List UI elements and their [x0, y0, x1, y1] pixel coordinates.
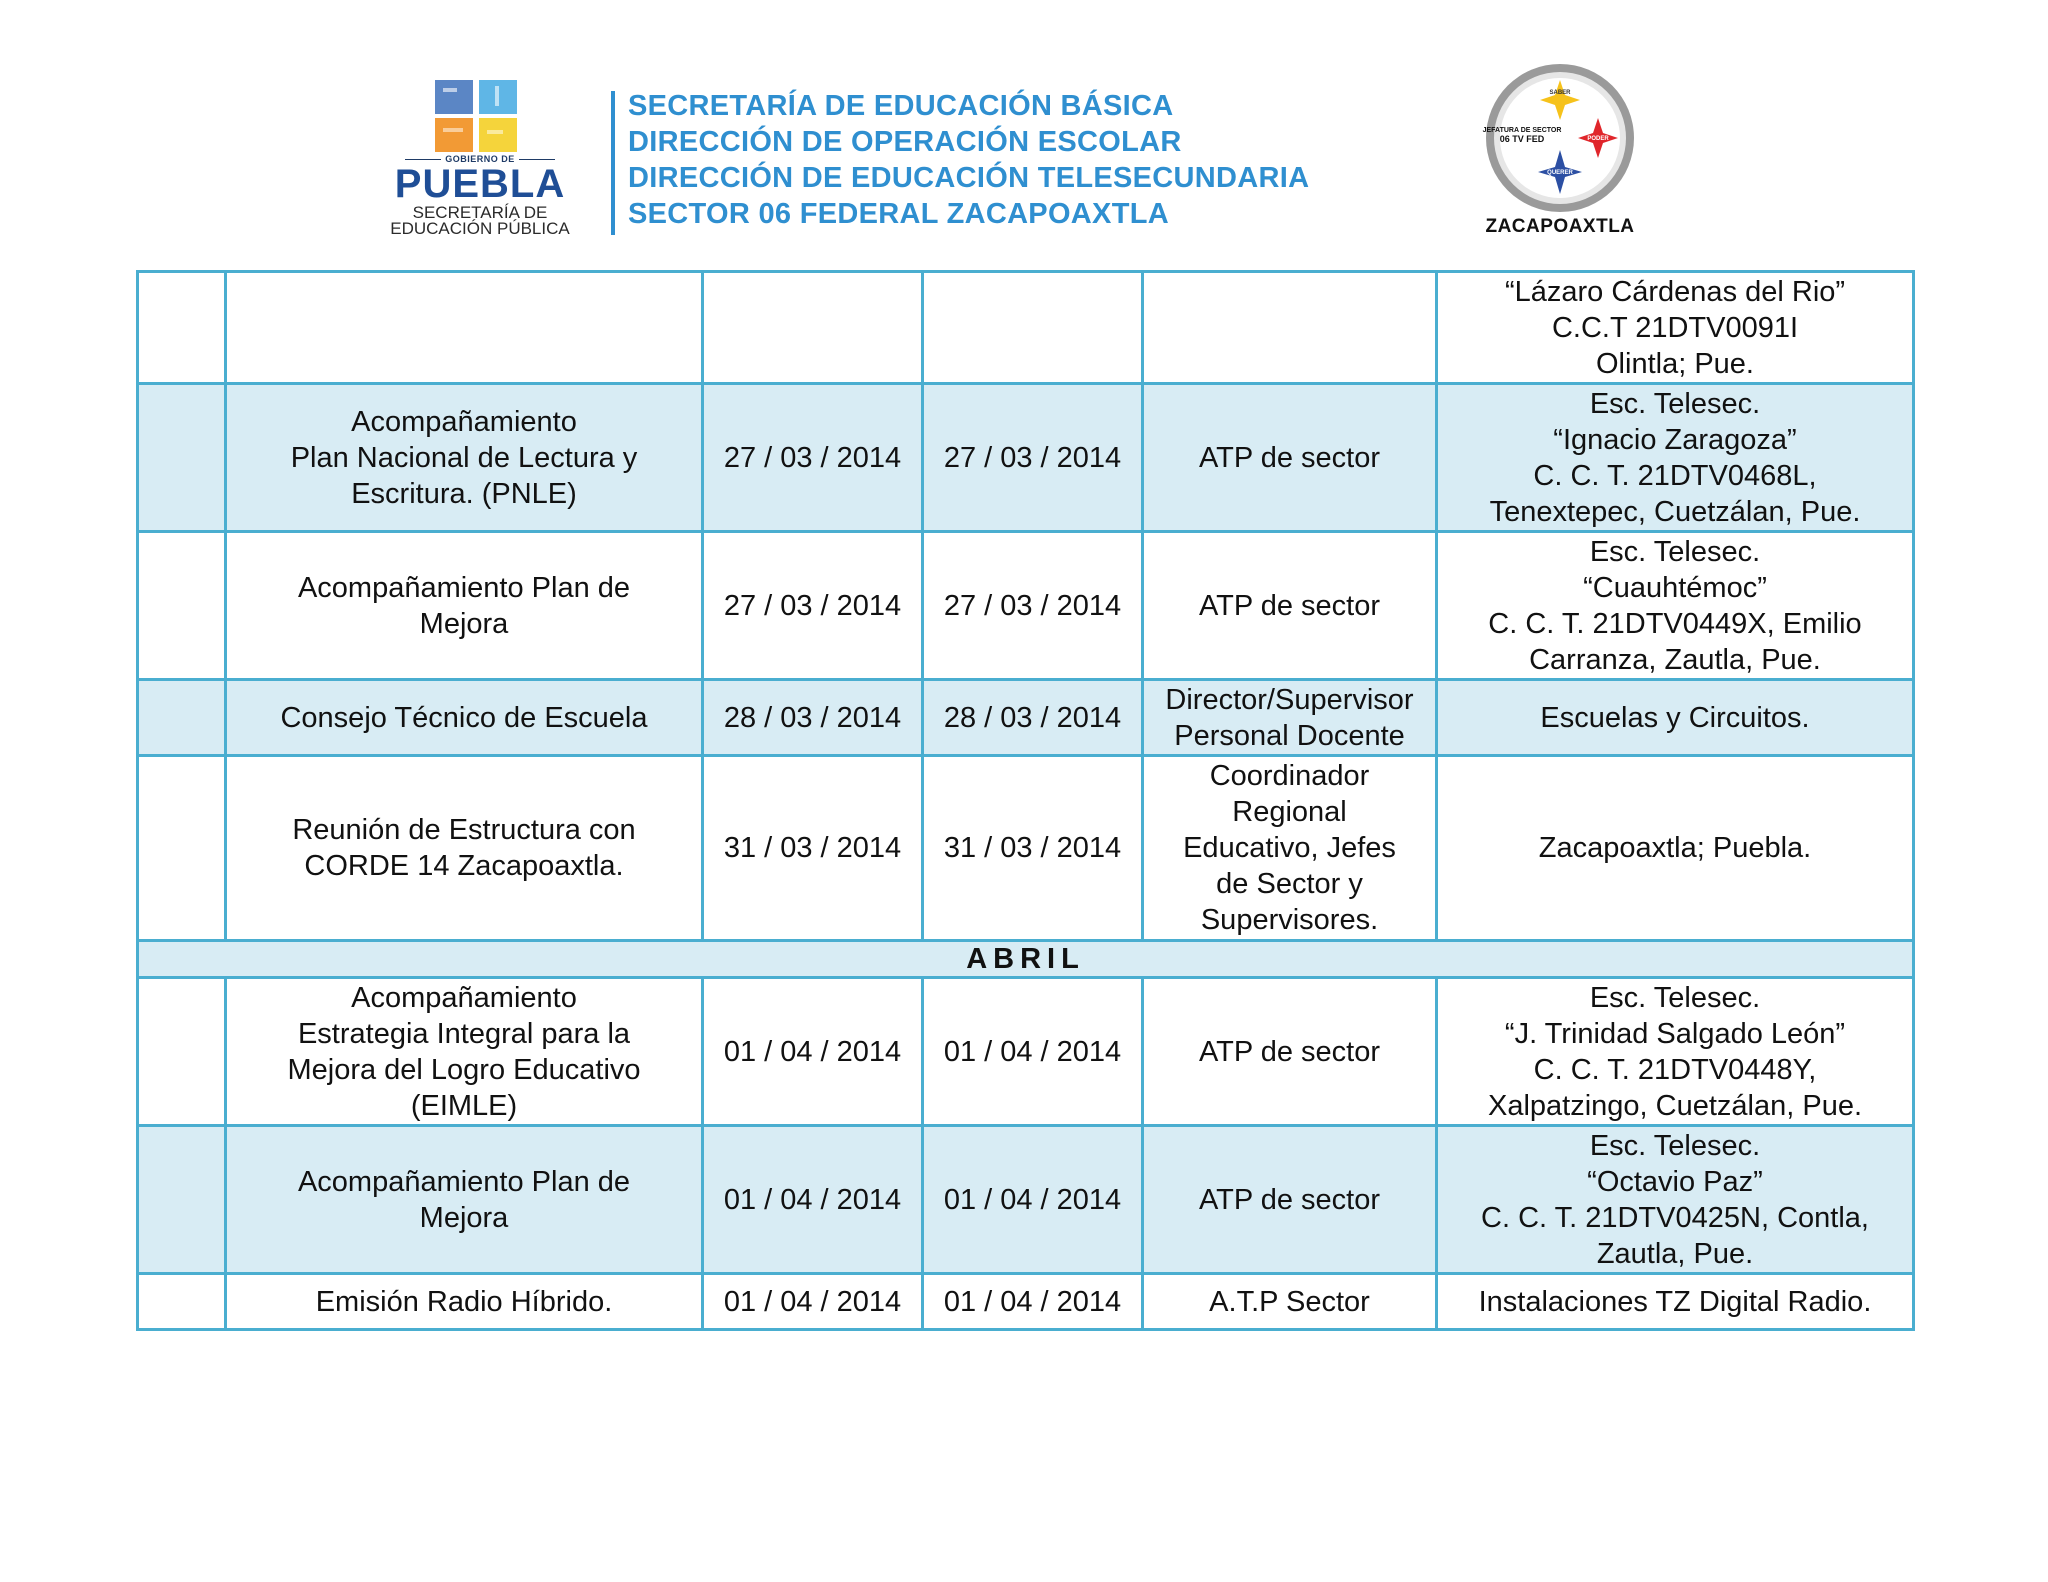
- place-cell: [1437, 272, 1914, 384]
- activity-cell: [226, 272, 703, 384]
- table-row: [138, 532, 1914, 680]
- responsible-cell: [1143, 680, 1437, 756]
- mosaic-tile-tl: [435, 80, 473, 114]
- activity-cell-line: Escritura. (PNLE): [351, 477, 577, 510]
- activity-cell-line: Emisión Radio Híbrido.: [315, 1285, 613, 1318]
- place-cell-line: Carranza, Zautla, Pue.: [1529, 643, 1821, 676]
- responsible-cell: [1143, 1274, 1437, 1330]
- activity-cell: [226, 532, 703, 680]
- responsible-cell-line: Regional: [1232, 796, 1347, 828]
- start-date-cell: 27 / 03 / 2014: [703, 532, 923, 680]
- mosaic-tile-br: [479, 118, 517, 152]
- place-cell: [1437, 1126, 1914, 1274]
- table-row: [138, 272, 1914, 384]
- row-number-cell: [138, 1274, 226, 1330]
- place-cell-line: Esc. Telesec.: [1589, 1129, 1761, 1162]
- responsible-cell: [1143, 1126, 1437, 1274]
- end-date-cell: 01 / 04 / 2014: [923, 1126, 1143, 1274]
- puebla-mosaic-icon: [435, 80, 519, 154]
- place-cell-line: C. C. T. 21DTV0449X, Emilio: [1488, 607, 1862, 640]
- place-cell-line: Zacapoaxtla; Puebla.: [1538, 832, 1812, 864]
- place-cell: [1437, 680, 1914, 756]
- month-separator-row: [138, 941, 1914, 978]
- activity-cell-line: Mejora: [419, 1201, 509, 1234]
- puebla-gov-label: GOBIERNO DE: [375, 154, 585, 164]
- table-row: [138, 1274, 1914, 1330]
- start-date-cell: 28 / 03 / 2014: [703, 680, 923, 756]
- activity-cell-line: Acompañamiento Plan de: [297, 571, 631, 604]
- schedule-table: [136, 270, 1915, 1331]
- activity-cell: [226, 680, 703, 756]
- place-cell-line: Esc. Telesec.: [1589, 981, 1761, 1014]
- sector-logo-caption: ZACAPOAXTLA: [1485, 216, 1635, 237]
- table-row: [138, 384, 1914, 532]
- end-date-cell: 28 / 03 / 2014: [923, 680, 1143, 756]
- responsible-cell: [1143, 978, 1437, 1126]
- table-row: [138, 978, 1914, 1126]
- place-cell-line: Tenextepec, Cuetzálan, Pue.: [1489, 495, 1861, 528]
- place-cell-line: Instalaciones TZ Digital Radio.: [1478, 1285, 1872, 1318]
- place-cell: [1437, 978, 1914, 1126]
- end-date-cell: 27 / 03 / 2014: [923, 532, 1143, 680]
- responsible-cell-line: Educativo, Jefes: [1183, 832, 1396, 864]
- activity-cell-line: CORDE 14 Zacapoaxtla.: [304, 850, 624, 882]
- header-line-secretaria: SECRETARÍA DE EDUCACIÓN BÁSICA: [628, 90, 1174, 122]
- activity-cell-line: (EIMLE): [410, 1089, 518, 1122]
- mosaic-tile-bl: [435, 118, 473, 152]
- start-date-cell: 01 / 04 / 2014: [703, 1274, 923, 1330]
- responsible-cell: [1143, 532, 1437, 680]
- place-cell-line: C. C. T. 21DTV0425N, Contla,: [1481, 1201, 1869, 1234]
- responsible-cell-line: ATP de sector: [1198, 589, 1381, 622]
- end-date-cell: 31 / 03 / 2014: [923, 756, 1143, 941]
- header-line-operacion: DIRECCIÓN DE OPERACIÓN ESCOLAR: [628, 126, 1182, 158]
- end-date-cell: 27 / 03 / 2014: [923, 384, 1143, 532]
- responsible-cell: [1143, 756, 1437, 941]
- place-cell: [1437, 756, 1914, 941]
- responsible-cell-line: ATP de sector: [1198, 1183, 1381, 1216]
- row-number-cell: [138, 978, 226, 1126]
- responsible-cell-line: Supervisores.: [1200, 904, 1379, 936]
- activity-cell: [226, 1126, 703, 1274]
- row-number-cell: [138, 272, 226, 384]
- row-number-cell: [138, 532, 226, 680]
- activity-cell-line: Acompañamiento Plan de: [297, 1165, 631, 1198]
- place-cell-line: Esc. Telesec.: [1589, 387, 1761, 420]
- puebla-sep-line2: EDUCACIÓN PÚBLICA: [390, 219, 570, 238]
- puebla-sep-logo: [375, 76, 585, 236]
- header-title-block: [628, 88, 1368, 232]
- table-row: [138, 1126, 1914, 1274]
- responsible-cell-line: ATP de sector: [1198, 441, 1381, 474]
- puebla-name: PUEBLA: [394, 162, 566, 206]
- row-number-cell: [138, 1126, 226, 1274]
- place-cell-line: “J. Trinidad Salgado León”: [1504, 1017, 1846, 1050]
- place-cell-line: “Lázaro Cárdenas del Rio”: [1504, 275, 1846, 308]
- row-number-cell: [138, 384, 226, 532]
- responsible-cell-line: Director/Supervisor: [1165, 683, 1414, 716]
- place-cell: [1437, 1274, 1914, 1330]
- sector-logo-star-bottom: QUERER: [1547, 170, 1573, 176]
- activity-cell-line: Mejora del Logro Educativo: [287, 1053, 641, 1086]
- end-date-cell: [923, 272, 1143, 384]
- responsible-cell-line: ATP de sector: [1198, 1035, 1381, 1068]
- sector-zacapoaxtla-logo-icon: [1460, 62, 1660, 242]
- activity-cell: [226, 384, 703, 532]
- place-cell-line: C. C. T. 21DTV0448Y,: [1533, 1053, 1817, 1086]
- header-line-telesecundaria: DIRECCIÓN DE EDUCACIÓN TELESECUNDARIA: [628, 162, 1310, 194]
- activity-cell: [226, 1274, 703, 1330]
- table-row: [138, 680, 1914, 756]
- responsible-cell-line: Personal Docente: [1174, 719, 1405, 752]
- header-line-sector: SECTOR 06 FEDERAL ZACAPOAXTLA: [628, 198, 1169, 230]
- activity-cell-line: Consejo Técnico de Escuela: [280, 701, 648, 734]
- row-number-cell: [138, 680, 226, 756]
- start-date-cell: 01 / 04 / 2014: [703, 978, 923, 1126]
- place-cell-line: Escuelas y Circuitos.: [1540, 701, 1810, 734]
- start-date-cell: 01 / 04 / 2014: [703, 1126, 923, 1274]
- activity-cell: [226, 756, 703, 941]
- place-cell-line: C. C. T. 21DTV0468L,: [1533, 459, 1817, 492]
- start-date-cell: [703, 272, 923, 384]
- responsible-cell-line: de Sector y: [1216, 868, 1363, 900]
- sector-logo-star-top: SABER: [1549, 90, 1571, 96]
- puebla-sep-line1: SECRETARÍA DE: [412, 203, 548, 222]
- row-number-cell: [138, 756, 226, 941]
- place-cell-line: “Octavio Paz”: [1587, 1165, 1763, 1198]
- table-row: [138, 756, 1914, 941]
- document-header: [0, 0, 2048, 260]
- activity-cell-line: Reunión de Estructura con: [292, 814, 636, 846]
- activity-cell-line: Mejora: [419, 607, 509, 640]
- responsible-cell: [1143, 272, 1437, 384]
- schedule-body: [138, 272, 1914, 1330]
- activity-cell-line: Plan Nacional de Lectura y: [290, 441, 638, 474]
- activity-cell-line: Estrategia Integral para la: [297, 1017, 631, 1050]
- month-label: ABRIL: [138, 941, 1914, 978]
- responsible-cell-line: A.T.P Sector: [1209, 1285, 1370, 1318]
- place-cell-line: “Cuauhtémoc”: [1583, 571, 1767, 604]
- place-cell: [1437, 384, 1914, 532]
- start-date-cell: 31 / 03 / 2014: [703, 756, 923, 941]
- place-cell-line: Olintla; Pue.: [1596, 347, 1754, 380]
- place-cell-line: Zautla, Pue.: [1596, 1237, 1754, 1270]
- activity-cell-line: Acompañamiento: [351, 981, 577, 1014]
- place-cell-line: C.C.T 21DTV0091I: [1551, 311, 1799, 344]
- place-cell-line: Esc. Telesec.: [1589, 535, 1761, 568]
- activity-cell: [226, 978, 703, 1126]
- activity-cell-line: Acompañamiento: [351, 405, 577, 438]
- place-cell: [1437, 532, 1914, 680]
- end-date-cell: 01 / 04 / 2014: [923, 1274, 1143, 1330]
- responsible-cell: [1143, 384, 1437, 532]
- sector-logo-badge-line1: JEFATURA DE SECTOR: [1482, 127, 1562, 134]
- header-divider: [611, 91, 615, 235]
- end-date-cell: 01 / 04 / 2014: [923, 978, 1143, 1126]
- sector-logo-star-right: PODER: [1587, 136, 1609, 142]
- start-date-cell: 27 / 03 / 2014: [703, 384, 923, 532]
- responsible-cell-line: Coordinador: [1209, 760, 1370, 792]
- place-cell-line: “Ignacio Zaragoza”: [1553, 423, 1797, 456]
- sector-logo-badge-line2: 06 TV FED: [1499, 134, 1545, 144]
- place-cell-line: Xalpatzingo, Cuetzálan, Pue.: [1487, 1089, 1863, 1122]
